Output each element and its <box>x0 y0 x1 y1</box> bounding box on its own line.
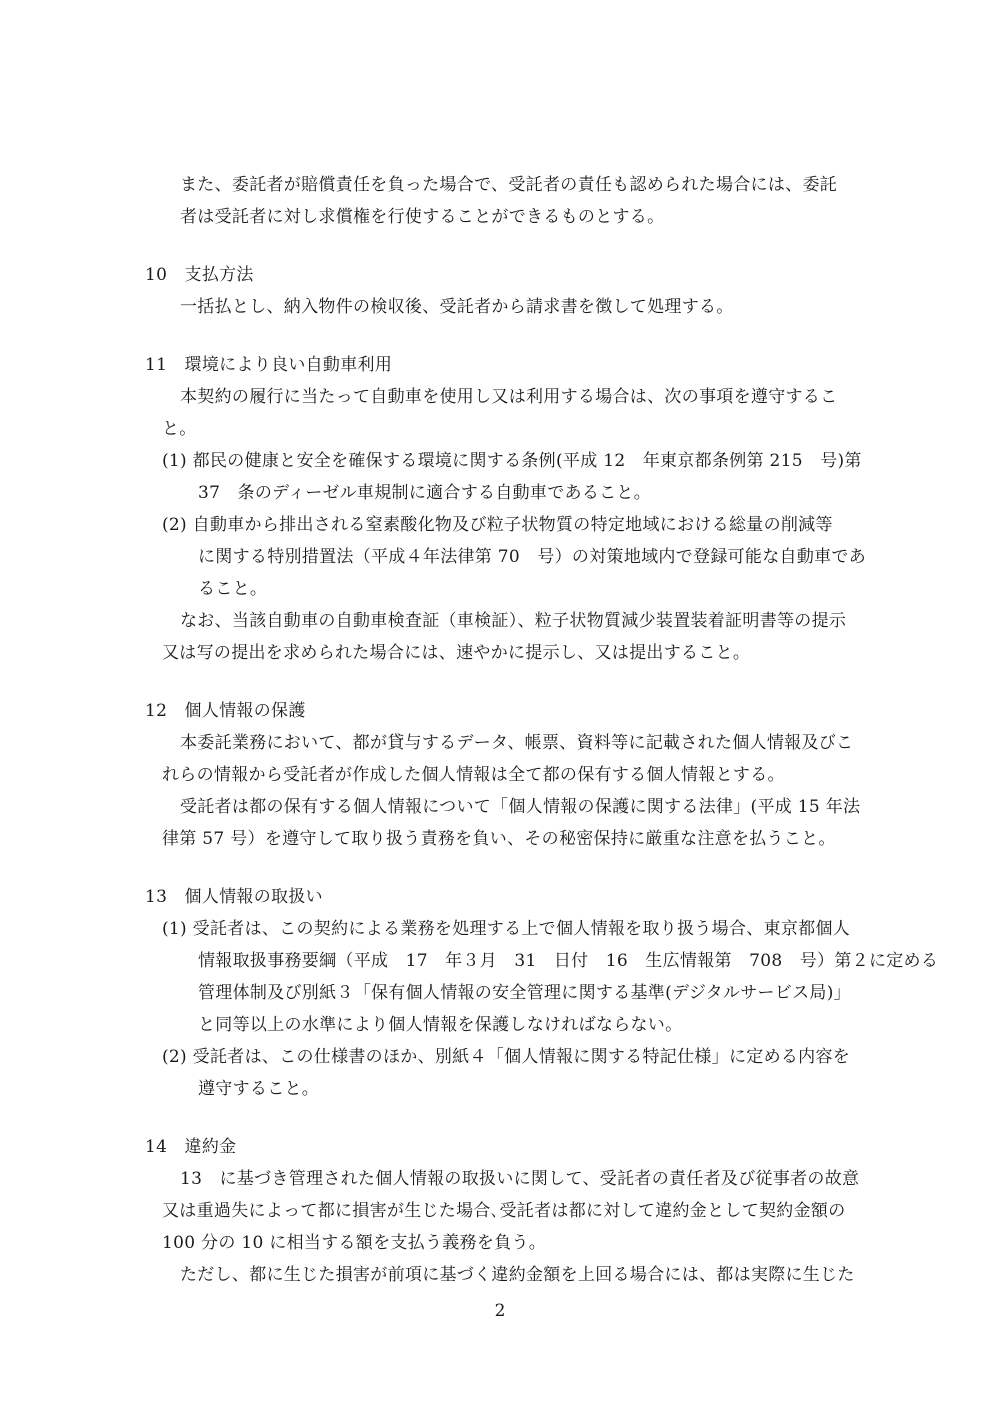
section-12-para-2-line-1: 受託者は都の保有する個人情報について「個人情報の保護に関する法律」(平成 15 年法 <box>180 797 861 817</box>
intro-line-1: また、委託者が賠償責任を負った場合で、受託者の責任も認められた場合には、委託 <box>180 175 838 195</box>
section-12-para-2-line-2: 律第 57 号）を遵守して取り扱う責務を負い、その秘密保持に厳重な注意を払うこと。 <box>162 829 836 849</box>
section-13-item-1-line-2: 情報取扱事務要綱（平成 17 年３月 31 日付 16 生広情報第 708 号）第２に定める <box>198 951 939 971</box>
section-11-item-2-line-1: (2) 自動車から排出される窒素酸化物及び粒子状物質の特定地域における総量の削減等 <box>162 515 833 535</box>
section-13-item-1-line-3: 管理体制及び別紙３「保有個人情報の安全管理に関する基準(デジタルサービス局)」 <box>198 983 851 1003</box>
section-13-item-1-line-1: (1) 受託者は、この契約による業務を処理する上で個人情報を取り扱う場合、東京都個人 <box>162 919 851 939</box>
section-11-item-1-line-2: 37 条のディーゼル車規制に適合する自動車であること。 <box>198 483 652 503</box>
section-13-heading: 13 個人情報の取扱い <box>145 887 323 907</box>
intro-line-2: 者は受託者に対し求償権を行使することができるものとする。 <box>180 207 665 227</box>
section-11-note-line-2: 又は写の提出を求められた場合には、速やかに提示し、又は提出すること。 <box>162 643 751 663</box>
section-11-intro-line-1: 本契約の履行に当たって自動車を使用し又は利用する場合は、次の事項を遵守するこ <box>180 387 838 407</box>
section-12-para-1-line-1: 本委託業務において、都が貸与するデータ、帳票、資料等に記載された個人情報及びこ <box>180 733 854 753</box>
section-11-heading: 11 環境により良い自動車利用 <box>145 355 393 375</box>
section-14-para-1-line-2: 又は重過失によって都に損害が生じた場合､受託者は都に対して違約金として契約金額の <box>162 1201 846 1221</box>
section-13-item-2-line-1: (2) 受託者は、この仕様書のほか、別紙４「個人情報に関する特記仕様」に定める内容を <box>162 1047 851 1067</box>
section-11-item-2-line-2: に関する特別措置法（平成４年法律第 70 号）の対策地域内で登録可能な自動車であ <box>198 547 867 567</box>
section-10-body: 一括払とし、納入物件の検収後、受託者から請求書を徴して処理する。 <box>180 297 734 317</box>
section-10-heading: 10 支払方法 <box>145 265 254 285</box>
section-11-item-1-line-1: (1) 都民の健康と安全を確保する環境に関する条例(平成 12 年東京都条例第 215 号)第 <box>162 451 862 471</box>
section-14-para-1-line-3: 100 分の 10 に相当する額を支払う義務を負う。 <box>162 1233 547 1253</box>
section-13-item-2-line-2: 遵守すること。 <box>198 1079 320 1099</box>
section-11-note-line-1: なお、当該自動車の自動車検査証（車検証）、粒子状物質減少装置装着証明書等の提示 <box>180 611 847 631</box>
section-11-item-2-line-3: ること。 <box>198 579 268 599</box>
section-12-para-1-line-2: れらの情報から受託者が作成した個人情報は全て都の保有する個人情報とする。 <box>162 765 785 785</box>
section-14-para-1-line-1: 13 に基づき管理された個人情報の取扱いに関して、受託者の責任者及び従事者の故意 <box>180 1169 860 1189</box>
section-14-heading: 14 違約金 <box>145 1137 237 1157</box>
page-number: 2 <box>494 1301 506 1321</box>
section-13-item-1-line-4: と同等以上の水準により個人情報を保護しなければならない。 <box>198 1015 683 1035</box>
section-12-heading: 12 個人情報の保護 <box>145 701 306 721</box>
section-14-para-2-line-1: ただし、都に生じた損害が前項に基づく違約金額を上回る場合には、都は実際に生じた <box>180 1265 855 1285</box>
section-11-intro-line-2: と。 <box>162 419 197 439</box>
